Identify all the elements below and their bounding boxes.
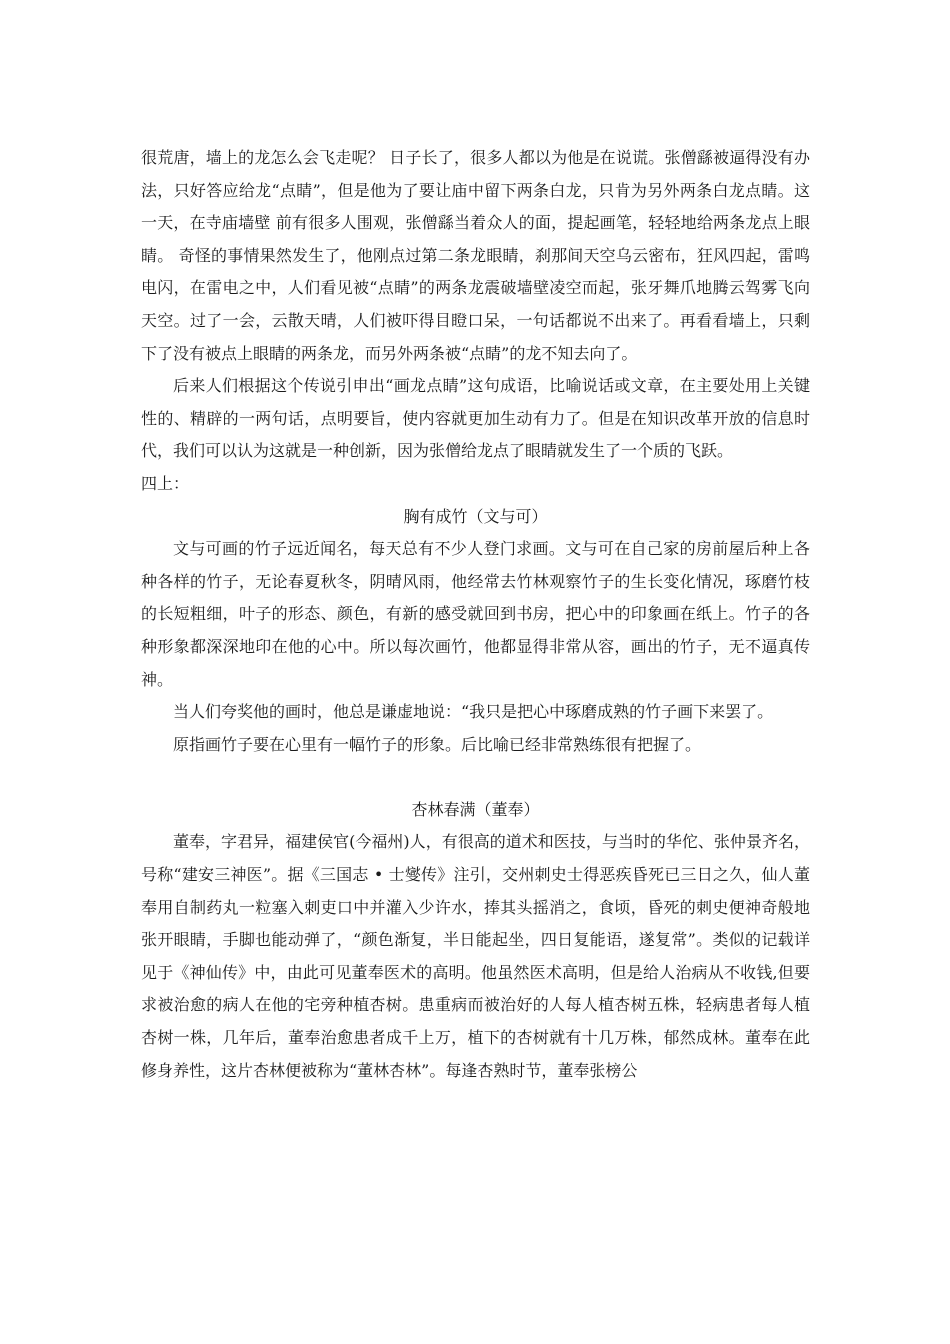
- section-title: 胸有成竹（文与可）: [403, 506, 548, 526]
- section-dragon: [141, 142, 810, 501]
- paragraph: 四上：: [141, 473, 190, 493]
- paragraph: 后来人们根据这个传说引申出“画龙点睛”这句成语，比喻说话或文章，在主要处用上关键性的、精辟的一两句话，点明要旨，使内容就更加生动有力了。但是在知识改革开放的信息时代，我们可以认为这就是一种创新，因为张僧给龙点了眼睛就发生了一个质的飞跃。: [141, 376, 810, 461]
- blank-line: [141, 761, 810, 794]
- section-apricot: [141, 794, 810, 1087]
- paragraph: 当人们夸奖他的画时，他总是谦虚地说：“我只是把心中琢磨成熟的竹子画下来罢了。: [173, 702, 774, 722]
- paragraph: 原指画竹子要在心里有一幅竹子的形象。后比喻已经非常熟练很有把握了。: [173, 734, 702, 754]
- paragraph: 文与可画的竹子远近闻名，每天总有不少人登门求画。文与可在自己家的房前屋后种上各种各样的竹子，无论春夏秋冬，阴晴风雨，他经常去竹林观察竹子的生长变化情况，琢磨竹枝的长短粗细，叶子的形态、颜色，有新的感受就回到书房，把心中的印象画在纸上。竹子的各种形象都深深地印在他的心中。所以每次画竹，他都显得非常从容，画出的竹子，无不逼真传神。: [141, 539, 810, 689]
- section-bamboo: [141, 501, 810, 762]
- section-title: 杏林春满（董奉）: [411, 799, 540, 819]
- paragraph: 很荒唐，墙上的龙怎么会飞走呢？ 日子长了，很多人都以为他是在说谎。张僧繇被逼得没有办法，只好答应给龙“点睛”，但是他为了要让庙中留下两条白龙，只肯为另外两条白龙点睛。这一天，在寺庙墙壁 前有很多人围观，张僧繇当着众人的面，提起画笔，轻轻地给两条龙点上眼睛。 奇怪的事情果然发生了，他刚点过第二条龙眼睛，刹那间天空乌云密布，狂风四起，雷鸣电闪，在雷电之中，人们看见被“点睛”的两条龙震破墙壁凌空而起，张牙舞爪地腾云驾雾飞向天空。过了一会，云散天晴，人们被吓得目瞪口呆，一句话都说不出来了。再看看墙上，只剩下了没有被点上眼睛的两条龙，而另外两条被“点睛”的龙不知去向了。: [141, 148, 810, 363]
- paragraph: 董奉，字君异，福建侯官(今福州)人，有很高的道术和医技，与当时的华佗、张仲景齐名，号称“建安三神医”。据《三国志 • 士燮传》注引，交州刺史士得恶疾昏死已三日之久，仙人董奉用自制药丸一粒塞入刺吏口中并灌入少许水，捧其头摇消之，食顷，昏死的刺史便神奇般地张开眼睛，手脚也能动弹了，“颜色渐复，半日能起坐，四日复能语，遂复常”。类似的记载详见于《神仙传》中，由此可见董奉医术的高明。他虽然医术高明，但是给人治病从不收钱,但要求被治愈的病人在他的宅旁种植杏树。患重病而被治好的人每人植杏树五株，轻病患者每人植杏树一株，几年后，董奉治愈患者成千上万，植下的杏树就有十几万株，郁然成林。董奉在此修身养性，这片杏林便被称为“董林杏林”。每逢杏熟时节，董奉张榜公: [141, 832, 810, 1080]
